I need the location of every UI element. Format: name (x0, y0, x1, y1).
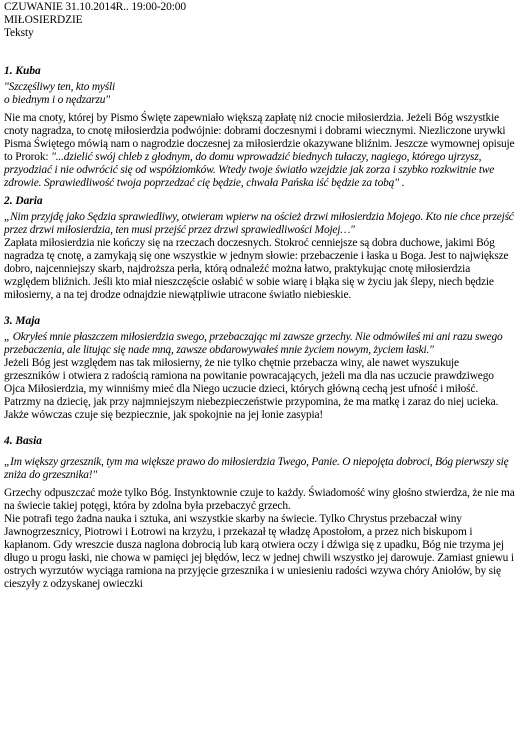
section-quote: „ Okryłeś mnie płaszczem miłosierdzia swego, przebaczając mi zawsze grzechy. Nie odmówiłeś mi ani razu swego przebaczenia, ale litując się nade mną, zawsze obdarowywałeś mnie życiem nowym, życiem łaski." (4, 331, 503, 356)
body-text: Nie ma cnoty, której by Pismo Święte zapewniało większą zapłatę niż cnocie miłosierdzia. Jeżeli Bóg wszystkie cnoty nagradza, to cnotę miłosierdzia podwójnie: dobrami doczesnymi i dobrami wiecznymi. Niezliczone urywki Pisma Świętego mówią nam o nagrodzie doczesnej za miłosierdzie okazywane bliźnim. Jeszcze wymownej opisuje to Prorok: (4, 112, 515, 163)
event-title: CZUWANIE 31.10.2014R.. 19:00-20:00 (4, 1, 187, 13)
document-page (4, 1, 516, 591)
section-heading: 1. Kuba (4, 65, 41, 77)
body-end: . (398, 177, 405, 189)
topic-title: MIŁOSIERDZIE (4, 14, 83, 26)
section-body (4, 112, 516, 190)
section-kuba (4, 65, 516, 190)
section-quote: „Im większy grzesznik, tym ma większe prawo do miłosierdzia Twego, Panie. O niepojęta dobroci, Bóg pierwszy się zniża do grzesznika!" (4, 456, 509, 481)
section-body: Zapłata miłosierdzia nie kończy się na rzeczach doczesnych. Stokroć cenniejsze są dobra duchowe, jakimi Bóg nagradza tę cnotę, a zamykają się one wszystkie w jednym słowie: przebaczenie i łaska u Boga. Jest to największe dobro, najcenniejszy skarb, najdroższa perła, którą odnaleźć można łatwo, praktykując cnotę miłosierdzia względem bliźnich. Jeśli kto miał nieszczęście osłabić w sobie wiarę i błąka się w życiu jak ślepy, niech będzie miłosierny, a na tej drodze odnajdzie niewątpliwie utracone światło niebieskie. (4, 237, 509, 301)
section-basia (4, 435, 516, 591)
section-heading: 3. Maja (4, 315, 41, 327)
section-heading: 4. Basia (4, 435, 42, 447)
section-body: Jeżeli Bóg jest względem nas tak miłosierny, że nie tylko chętnie przebacza winy, ale nawet wyszukuje grzeszników i otwiera z radością ramiona na powitanie powracających, jeżeli ma dla nas uczucie prawdziwego Ojca Miłosierdzia, my winniśmy mieć dla Niego uczucie dzieci, których główną cechą jest ufność i miłość. Patrzmy na dziecię, jak przy najmniejszym niebezpieczeństwie przypomina, że ma matkę i zaraz do niej ucieka. Jakże wówczas czuje się bezpiecznie, jak spokojnie na jej łonie zasypia! (4, 357, 499, 421)
section-body: Grzechy odpuszczać może tylko Bóg. Instynktownie czuje to każdy. Świadomość winy głośno stwierdza, że nie ma na świecie takiej potęgi, która by zdolna była przebaczyć grzech. Nie potrafi tego żadna nauka i sztuka, ani wszystkie skarby na świecie. Tylko Chrystus przebaczał winy Jawnogrzesznicy, Piotrowi i Łotrowi na krzyżu, i przekazał tę władzę Apostołom, a przez nich biskupom i kapłanom. Gdy wreszcie dusza naglona dobrocią lub karą otwiera oczy i dźwiga się z upadku, Bóg nie trzyma jej długo u progu łaski, nie chowa w pamięci jej błędów, lecz w jednej chwili wszystko jej darowuje. Zamiast gniewu i ostrych wyrzutów wyciąga ramiona na przyjęcie grzesznika i w uniesieniu radości wzywa chóry Aniołów, by się cieszyły z odzyskanej owieczki (4, 487, 515, 590)
spacer (4, 40, 516, 52)
body-prophet-quote: "...dzielić swój chleb z głodnym, do domu wprowadzić biednych tułaczy, nagiego, którego ujrzysz, przyodziać i nie odwrócić się od współziomków. Wtedy twoje światło wzejdzie jak zorza i szybko rozkwitnie twe zdrowie. Sprawiedliwość twoja poprzedzać cię będzie, chwała Pańska iść będzie za tobą" (4, 151, 495, 189)
document-header (4, 1, 516, 40)
section-heading: 2. Daria (4, 195, 43, 207)
texts-label: Teksty (4, 27, 34, 39)
section-quote: "Szczęśliwy ten, kto myśli o biednym i o nędzarzu" (4, 81, 115, 106)
section-quote: „Nim przyjdę jako Sędzia sprawiedliwy, otwieram wpierw na oścież drzwi miłosierdzia Mojego. Kto nie chce przejść przez drzwi miłosierdzia, ten musi przejść przez drzwi sprawiedliwości Mojej…" (4, 211, 514, 236)
section-daria (4, 195, 516, 302)
section-maja (4, 315, 516, 422)
